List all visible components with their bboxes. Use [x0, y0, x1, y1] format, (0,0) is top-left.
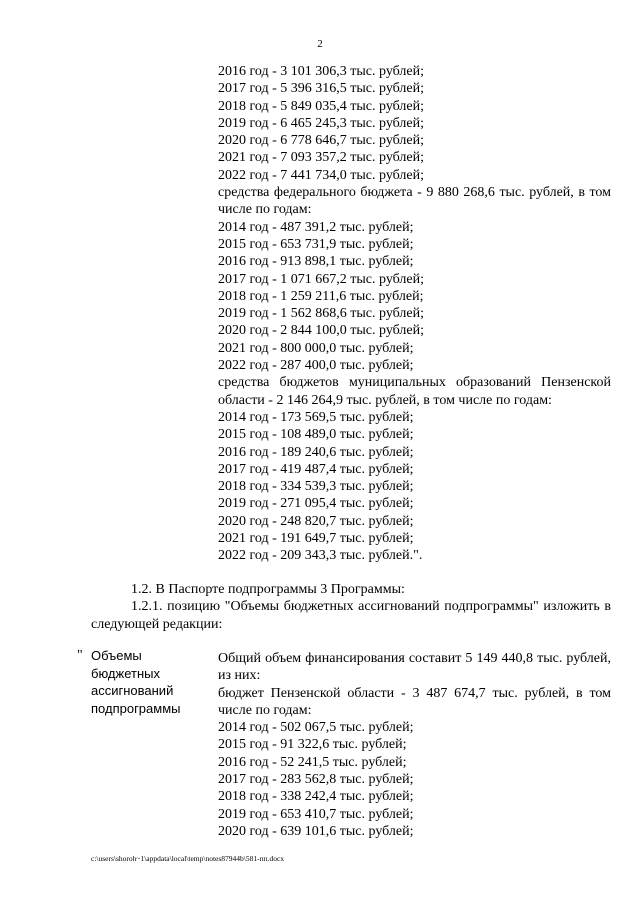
- passport-year: 2015 год - 91 322,6 тыс. рублей;: [218, 737, 407, 753]
- federal-budget-year: 2017 год - 1 071 667,2 тыс. рублей;: [218, 271, 425, 287]
- passport-regional-heading: бюджет Пензенской области - 3 487 674,7 тыс. рублей, в том числе по годам:: [218, 685, 611, 718]
- federal-budget-year: 2022 год - 287 400,0 тыс. рублей;: [218, 358, 414, 374]
- federal-budget-year: 2014 год - 487 391,2 тыс. рублей;: [218, 219, 414, 235]
- budget-line: 2021 год - 7 093 357,2 тыс. рублей;: [218, 150, 425, 166]
- budget-line: 2022 год - 7 441 734,0 тыс. рублей;: [218, 167, 425, 183]
- municipal-budget-year: 2019 год - 271 095,4 тыс. рублей;: [218, 496, 414, 512]
- municipal-budget-year: 2022 год - 209 343,3 тыс. рублей.".: [218, 548, 423, 564]
- item-1-2: 1.2. В Паспорте подпрограммы 3 Программы:: [131, 582, 405, 597]
- budget-line: 2020 год - 6 778 646,7 тыс. рублей;: [218, 133, 425, 149]
- federal-budget-year: 2016 год - 913 898,1 тыс. рублей;: [218, 254, 414, 270]
- federal-budget-year: 2019 год - 1 562 868,6 тыс. рублей;: [218, 306, 425, 322]
- municipal-budget-section: [218, 374, 611, 564]
- federal-budget-year: 2020 год - 2 844 100,0 тыс. рублей;: [218, 323, 425, 339]
- budget-line: 2018 год - 5 849 035,4 тыс. рублей;: [218, 98, 425, 114]
- municipal-budget-heading: средства бюджетов муниципальных образований Пензенской области - 2 146 264,9 тыс. рублей, в том числе по годам:: [218, 375, 611, 408]
- federal-budget-year: 2018 год - 1 259 211,6 тыс. рублей;: [218, 288, 424, 304]
- amendment-section: [91, 581, 611, 633]
- passport-year: 2020 год - 639 101,6 тыс. рублей;: [218, 823, 414, 839]
- passport-label: Объемы бюджетных ассигнований подпрограммы: [91, 648, 181, 716]
- budget-block: [218, 63, 611, 565]
- open-quote-mark: ": [77, 648, 83, 663]
- passport-year: 2016 год - 52 241,5 тыс. рублей;: [218, 754, 407, 770]
- passport-year: 2017 год - 283 562,8 тыс. рублей;: [218, 772, 414, 788]
- budget-line: 2017 год - 5 396 316,5 тыс. рублей;: [218, 81, 425, 97]
- municipal-budget-year: 2016 год - 189 240,6 тыс. рублей;: [218, 444, 414, 460]
- municipal-budget-year: 2014 год - 173 569,5 тыс. рублей;: [218, 409, 414, 425]
- footer-file-path: c:\users\shoroh~1\appdata\local\temp\notes87944b\581-пп.docx: [91, 854, 285, 863]
- federal-budget-heading: средства федерального бюджета - 9 880 268,6 тыс. рублей, в том числе по годам:: [218, 185, 611, 218]
- passport-year: 2019 год - 653 410,7 тыс. рублей;: [218, 806, 414, 822]
- federal-budget-year: 2021 год - 800 000,0 тыс. рублей;: [218, 340, 414, 356]
- municipal-budget-year: 2015 год - 108 489,0 тыс. рублей;: [218, 427, 414, 443]
- passport-year: 2018 год - 338 242,4 тыс. рублей;: [218, 789, 414, 805]
- budget-line: 2019 год - 6 465 245,3 тыс. рублей;: [218, 115, 425, 131]
- municipal-budget-year: 2020 год - 248 820,7 тыс. рублей;: [218, 513, 414, 529]
- municipal-budget-year: 2018 год - 334 539,3 тыс. рублей;: [218, 479, 414, 495]
- passport-total: Общий объем финансирования составит 5 149 440,8 тыс. рублей, из них:: [218, 651, 611, 684]
- federal-budget-section: [218, 184, 611, 374]
- passport-year: 2014 год - 502 067,5 тыс. рублей;: [218, 720, 414, 736]
- page-number: 2: [317, 38, 323, 50]
- municipal-budget-year: 2017 год - 419 487,4 тыс. рублей;: [218, 461, 414, 477]
- budget-continuation-list: [218, 63, 611, 184]
- passport-value: [218, 650, 611, 840]
- item-1-2-1: 1.2.1. позицию "Объемы бюджетных ассигнований подпрограммы" изложить в следующей редакции:: [91, 599, 611, 632]
- municipal-budget-year: 2021 год - 191 649,7 тыс. рублей;: [218, 531, 414, 547]
- budget-line: 2016 год - 3 101 306,3 тыс. рублей;: [218, 64, 425, 79]
- federal-budget-year: 2015 год - 653 731,9 тыс. рублей;: [218, 236, 414, 252]
